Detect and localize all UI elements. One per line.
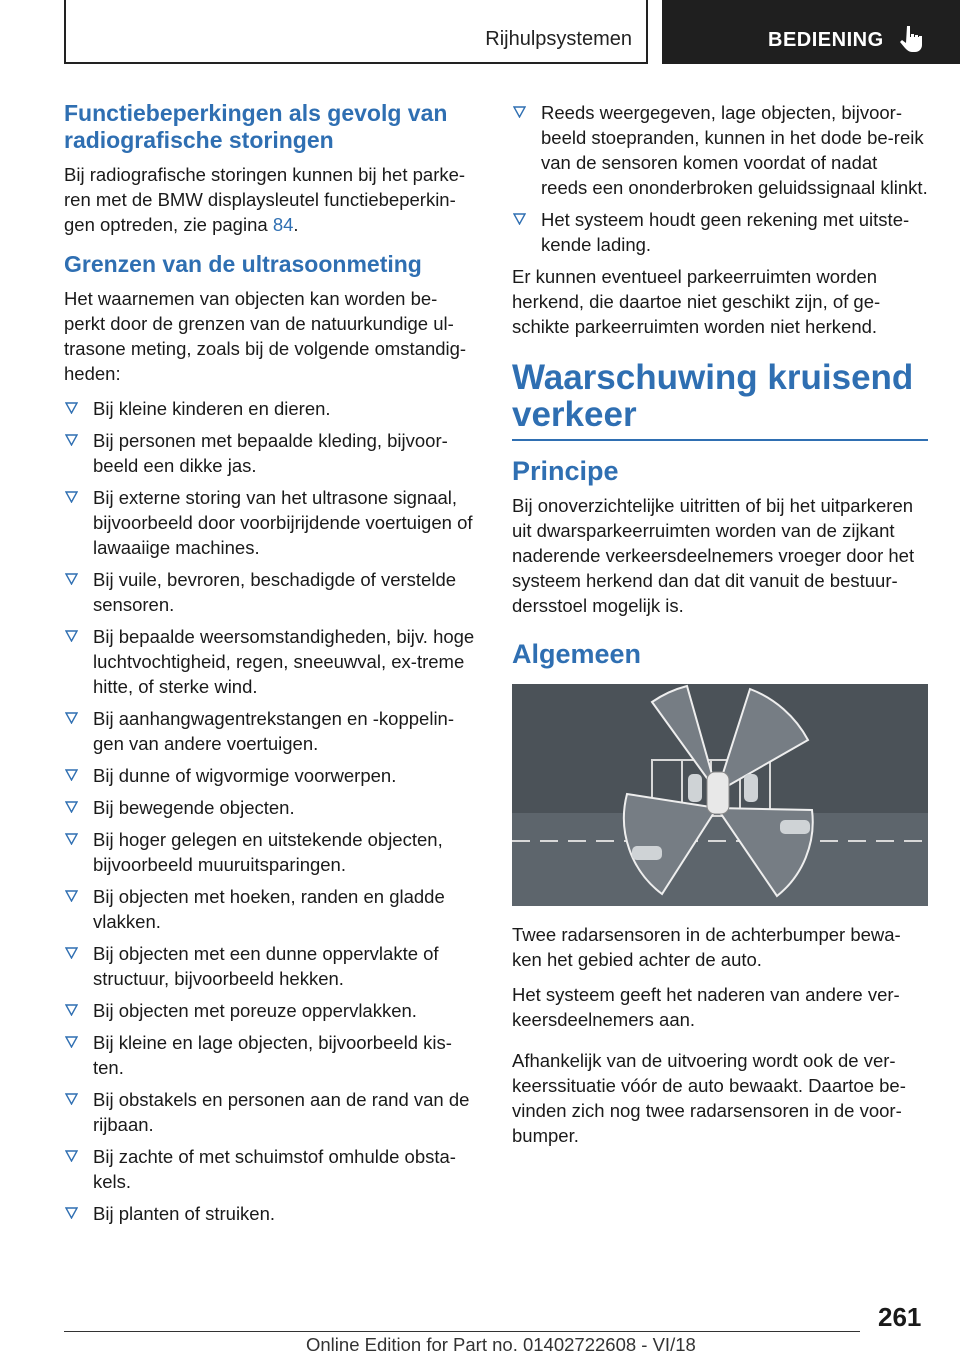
paragraph-rear-sensors: Twee radarsensoren in de achterbumper bewa-ken het gebied achter de auto.: [512, 924, 901, 970]
radar-coverage-illustration: [512, 684, 928, 906]
right-column: [512, 100, 928, 1158]
footer-divider: [64, 1331, 860, 1332]
bullet-triangle-icon: [65, 630, 78, 642]
list-item-text: Bij personen met bepaalde kleding, bijvoor-beeld een dikke jas.: [93, 430, 448, 476]
bullet-triangle-icon: [513, 106, 526, 118]
list-item-text: Bij externe storing van het ultrasone signaal, bijvoorbeeld door voorbijrijdende voertuigen of lawaaiige machines.: [93, 487, 473, 558]
page-number: 261: [878, 1302, 922, 1332]
list-item: [64, 396, 478, 421]
list-item-text: Bij zachte of met schuimstof omhulde obsta-kels.: [93, 1146, 456, 1192]
heading-ultrasound-limits: Grenzen van de ultrasoonmeting: [64, 251, 422, 277]
heading-algemeen: Algemeen: [512, 639, 642, 669]
list-item-text: Bij dunne of wigvormige voorwerpen.: [93, 765, 397, 786]
title-divider: [512, 439, 928, 441]
list-item-text: Bij objecten met poreuze oppervlakken.: [93, 1000, 417, 1021]
header-chapter-label: BEDIENING: [768, 29, 884, 51]
list-item-text: Bij kleine en lage objecten, bijvoorbeeld kis-ten.: [93, 1032, 452, 1078]
list-item-text: Bij vuile, bevroren, beschadigde of verstelde sensoren.: [93, 569, 457, 615]
bullet-triangle-icon: [65, 1036, 78, 1048]
paragraph-principe: Bij onoverzichtelijke uitritten of bij het uitparkeren uit dwarsparkeerruimten worden van de zijkant naderende verkeersdeelnemers vroeger door het systeem herkend dan dat dit vanuit de bestuur-dersstoel mogelijk is.: [512, 495, 915, 616]
list-item-text: Bij bepaalde weersomstandigheden, bijv. hoge luchtvochtigheid, regen, sneeuwval, ex-treme hitte, of sterke wind.: [93, 626, 475, 697]
bullet-triangle-icon: [65, 1004, 78, 1016]
paragraph-text: Bij radiografische storingen kunnen bij het parke-ren met de BMW displaysleutel functiebeperkin-gen optreden, zie pagina: [64, 164, 466, 235]
bullet-triangle-icon: [65, 573, 78, 585]
bullet-triangle-icon: [65, 402, 78, 414]
list-item: [64, 1144, 478, 1194]
bullet-triangle-icon: [65, 947, 78, 959]
left-column: [64, 100, 478, 1233]
paragraph-system-indicates: Het systeem geeft het naderen van andere ver-keersdeelnemers aan.: [512, 984, 900, 1030]
list-item-text: Reeds weergegeven, lage objecten, bijvoor-beeld stoepranden, kunnen in het dode be-reik van de sensoren komen voordat of nadat reeds een ononderbroken geluidssignaal klinkt.: [541, 102, 928, 198]
list-item: [64, 1030, 478, 1080]
heading-radio-interference: Functiebeperkingen als gevolg van radiografische storingen: [64, 100, 448, 153]
bullet-triangle-icon: [65, 833, 78, 845]
list-item-text: Bij bewegende objecten.: [93, 797, 295, 818]
bullet-triangle-icon: [65, 801, 78, 813]
bullet-triangle-icon: [65, 712, 78, 724]
list-item: [64, 941, 478, 991]
bullet-triangle-icon: [65, 890, 78, 902]
bullet-triangle-icon: [65, 1207, 78, 1219]
bullet-triangle-icon: [65, 1093, 78, 1105]
list-item: [64, 1087, 478, 1137]
bullet-triangle-icon: [65, 1150, 78, 1162]
list-item: [512, 100, 928, 200]
continued-list: [512, 100, 928, 257]
paragraph-end: .: [293, 214, 299, 235]
bullet-triangle-icon: [513, 213, 526, 225]
list-item: [512, 207, 928, 257]
paragraph-ultrasound-limits: Het waarnemen van objecten kan worden be-perkt door de grenzen van de natuurkundige ul-trasone meting, zoals bij de volgende omstandig-heden:: [64, 288, 467, 384]
list-item: [64, 795, 478, 820]
header-section-box: [64, 0, 648, 64]
chapter-title: Waarschuwing kruisend verkeer: [512, 358, 914, 434]
list-item: [64, 706, 478, 756]
list-item: [64, 485, 478, 560]
footer-edition: Online Edition for Part no. 01402722608 - VI/18: [306, 1334, 696, 1355]
paragraph-front-sensors: Afhankelijk van de uitvoering wordt ook de ver-keerssituatie vóór de auto bewaakt. Daartoe be-vinden zich nog twee radarsensoren in de voor-bumper.: [512, 1050, 906, 1146]
list-item: [64, 428, 478, 478]
bullet-triangle-icon: [65, 434, 78, 446]
list-item-text: Bij hoger gelegen en uitstekende objecten, bijvoorbeeld muuruitsparingen.: [93, 829, 443, 875]
list-item: [64, 998, 478, 1023]
list-item: [64, 884, 478, 934]
paragraph-radio-interference: [64, 162, 478, 237]
list-item-text: Bij objecten met een dunne oppervlakte of structuur, bijvoorbeeld hekken.: [93, 943, 439, 989]
hand-pointer-icon: [898, 24, 924, 54]
paragraph-parking-spaces: Er kunnen eventueel parkeerruimten worden herkend, die daartoe niet geschikt zijn, of ge-schikte parkeerruimten worden niet herkend.: [512, 266, 881, 337]
list-item-text: Bij objecten met hoeken, randen en gladde vlakken.: [93, 886, 445, 932]
header-chapter-tab: [662, 0, 960, 64]
list-item: [64, 624, 478, 699]
bullet-triangle-icon: [65, 491, 78, 503]
header-section-title: Rijhulpsystemen: [485, 28, 632, 50]
limitations-list: [64, 396, 478, 1226]
list-item-text: Bij aanhangwagentrekstangen en -koppelin-gen van andere voertuigen.: [93, 708, 455, 754]
page-link[interactable]: 84: [272, 214, 294, 235]
heading-principe: Principe: [512, 456, 619, 486]
list-item-text: Bij planten of struiken.: [93, 1203, 276, 1224]
list-item: [64, 567, 478, 617]
list-item: [64, 1201, 478, 1226]
list-item: [64, 763, 478, 788]
bullet-triangle-icon: [65, 769, 78, 781]
list-item-text: Bij kleine kinderen en dieren.: [93, 398, 331, 419]
list-item-text: Het systeem houdt geen rekening met uitste-kende lading.: [541, 209, 910, 255]
list-item-text: Bij obstakels en personen aan de rand van de rijbaan.: [93, 1089, 470, 1135]
list-item: [64, 827, 478, 877]
